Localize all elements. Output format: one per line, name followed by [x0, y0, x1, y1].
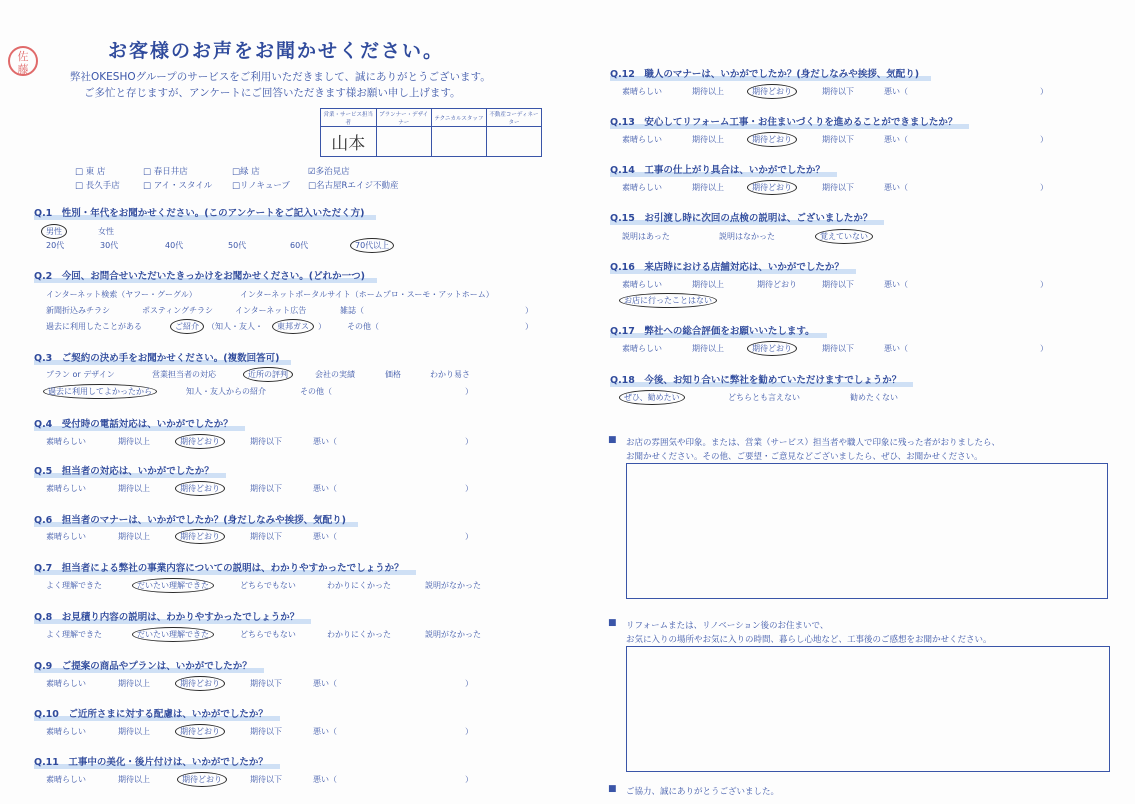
- answer-option[interactable]: 期待どおり: [175, 434, 225, 449]
- answer-option[interactable]: 営業担当者の対応: [152, 370, 216, 379]
- footer-thanks: ご協力、誠にありがとうございました。: [626, 787, 780, 797]
- answer-option[interactable]: どちらでもない: [240, 630, 296, 639]
- answer-option[interactable]: 悪い（: [884, 183, 908, 192]
- staff-cell-realestate[interactable]: [486, 127, 541, 157]
- answer-option[interactable]: 期待どおり: [175, 676, 225, 691]
- answer-option: ）: [465, 484, 473, 493]
- answer-option[interactable]: 悪い（: [884, 87, 908, 96]
- staff-table: [320, 108, 542, 157]
- question-label: Q.10 ご近所さまに対する配慮は、いかがでしたか？: [34, 706, 268, 720]
- answer-option[interactable]: プラン or デザイン: [46, 370, 115, 379]
- question-label: Q.1 性別・年代をお聞かせください。(このアンケートをご記入いただく方): [34, 205, 364, 219]
- answer-option[interactable]: 素晴らしい: [622, 135, 662, 144]
- answer-option[interactable]: 男性: [41, 224, 67, 239]
- answer-option[interactable]: 期待以上: [118, 679, 150, 688]
- answer-option[interactable]: 期待どおり: [747, 180, 797, 195]
- answer-option[interactable]: よく理解できた: [46, 630, 102, 639]
- question-highlight: [610, 220, 884, 225]
- answer-option[interactable]: 説明はなかった: [719, 232, 775, 241]
- comment-prompt-line-2: お聞かせください。その他、ご要望・ご意見などございましたら、ぜひ、お聞かせください。: [626, 452, 983, 462]
- answer-option: ）: [465, 727, 473, 736]
- answer-option[interactable]: 新聞折込みチラシ: [46, 306, 110, 315]
- question-highlight: [34, 426, 245, 431]
- answer-option[interactable]: 過去に利用してよかったから: [43, 384, 157, 399]
- question-label: Q.16 来店時における店舗対応は、いかがでしたか？: [610, 259, 844, 273]
- question-label: Q.5 担当者の対応は、いかがでしたか？: [34, 463, 214, 477]
- comment-prompt-line-2: お気に入りの場所やお気に入りの時間、暮らし心地など、工事後のご感想をお聞かせください。: [626, 635, 992, 645]
- comment-prompt-line-1: お店の雰囲気や印象。または、営業（サービス）担当者や職人で印象に残った者がおりましたら、: [626, 438, 1001, 448]
- answer-option: ）: [465, 387, 473, 396]
- question-label: Q.4 受付時の電話対応は、いかがでしたか？: [34, 416, 233, 430]
- question-highlight: [610, 76, 931, 81]
- answer-option[interactable]: 期待以上: [118, 437, 150, 446]
- question-label: Q.2 今回、お問合せいただいたきっかけをお聞かせください。(どれか一つ): [34, 268, 365, 282]
- intro-line-2: ご多忙と存じますが、アンケートにご回答いただきます様お願い申し上げます。: [84, 87, 461, 99]
- answer-option[interactable]: ポスティングチラシ: [142, 306, 214, 315]
- question-label: Q.9 ご提案の商品やプランは、いかがでしたか？: [34, 658, 252, 672]
- answer-option[interactable]: 期待以下: [822, 183, 854, 192]
- intro-line-1: 弊社OKESHOグループのサービスをご利用いただきまして、誠にありがとうございます。: [70, 71, 491, 83]
- staff-cell-planner[interactable]: [376, 127, 431, 157]
- answer-option[interactable]: 会社の実績: [315, 370, 355, 379]
- answer-option[interactable]: 40代: [165, 241, 184, 250]
- question-label: Q.14 工事の仕上がり具合は、いかがでしたか？: [610, 162, 825, 176]
- question-highlight: [610, 172, 837, 177]
- store-checkbox[interactable]: □リノキューブ: [232, 181, 290, 191]
- answer-option[interactable]: 素晴らしい: [46, 775, 86, 784]
- answer-option[interactable]: 知人・友人からの紹介: [186, 387, 266, 396]
- question-highlight: [34, 215, 376, 220]
- answer-option: ）: [525, 322, 533, 331]
- question-highlight: [610, 124, 969, 129]
- answer-option[interactable]: 期待以上: [118, 532, 150, 541]
- answer-option[interactable]: 雑誌（: [340, 306, 364, 315]
- answer-option: ）: [1040, 135, 1048, 144]
- answer-option[interactable]: 期待以上: [692, 183, 724, 192]
- answer-option[interactable]: 期待以下: [250, 437, 282, 446]
- answer-option[interactable]: 悪い（: [313, 532, 337, 541]
- answer-option: ）: [1040, 183, 1048, 192]
- answer-option[interactable]: 悪い（: [313, 679, 337, 688]
- answer-option: （知人・友人・: [207, 322, 263, 331]
- store-checkbox[interactable]: □ 長久手店: [75, 181, 120, 191]
- answer-option[interactable]: 期待以下: [250, 532, 282, 541]
- answer-option[interactable]: 20代: [46, 241, 65, 250]
- answer-option[interactable]: 期待どおり: [177, 772, 227, 787]
- answer-option[interactable]: 期待どおり: [747, 341, 797, 356]
- answer-option[interactable]: 期待どおり: [175, 529, 225, 544]
- answer-option[interactable]: ぜひ、勧めたい: [619, 390, 685, 405]
- answer-option[interactable]: 女性: [98, 227, 114, 236]
- answer-option[interactable]: 期待以上: [118, 727, 150, 736]
- answer-option: ）: [525, 306, 533, 315]
- staff-cell-technical[interactable]: [431, 127, 486, 157]
- answer-option[interactable]: 期待以下: [822, 280, 854, 289]
- answer-option[interactable]: お店に行ったことはない: [619, 293, 717, 308]
- answer-option[interactable]: 期待以上: [692, 87, 724, 96]
- answer-option[interactable]: どちらとも言えない: [728, 393, 800, 402]
- question-highlight: [34, 278, 377, 283]
- store-checkbox[interactable]: ☑多治見店: [308, 167, 350, 177]
- question-label: Q.18 今後、お知り合いに弊社を勧めていただけますでしょうか？: [610, 372, 901, 386]
- store-checkbox[interactable]: □緑 店: [232, 167, 260, 177]
- answer-option[interactable]: 期待以下: [250, 484, 282, 493]
- answer-option[interactable]: 素晴らしい: [46, 727, 86, 736]
- answer-option[interactable]: インターネット広告: [235, 306, 307, 315]
- answer-option[interactable]: 悪い（: [313, 775, 337, 784]
- question-label: Q.3 ご契約の決め手をお聞かせください。(複数回答可): [34, 350, 279, 364]
- answer-option[interactable]: どちらでもない: [240, 581, 296, 590]
- question-label: Q.7 担当者による弊社の事業内容についての説明は、わかりやすかったでしょうか？: [34, 560, 404, 574]
- answer-option[interactable]: よく理解できた: [46, 581, 102, 590]
- question-highlight: [34, 716, 280, 721]
- answer-option[interactable]: 期待以下: [822, 344, 854, 353]
- answer-option[interactable]: 素晴らしい: [46, 437, 86, 446]
- answer-option[interactable]: わかりにくかった: [327, 630, 391, 639]
- answer-option[interactable]: 悪い（: [884, 135, 908, 144]
- question-highlight: [34, 473, 226, 478]
- answer-option[interactable]: 期待どおり: [175, 724, 225, 739]
- question-label: Q.12 職人のマナーは、いかがでしたか？(身だしなみや挨拶、気配り): [610, 66, 919, 80]
- answer-option[interactable]: その他（: [300, 387, 332, 396]
- answer-option[interactable]: インターネットポータルサイト（ホームプロ・スーモ・アットホーム）: [240, 290, 494, 299]
- question-highlight: [610, 382, 913, 387]
- store-checkbox[interactable]: □ アイ・スタイル: [143, 181, 213, 191]
- answer-option[interactable]: その他（: [347, 322, 379, 331]
- question-label: Q.11 工事中の美化・後片付けは、いかがでしたか？: [34, 754, 268, 768]
- answer-option[interactable]: 期待どおり: [747, 132, 797, 147]
- question-highlight: [34, 522, 358, 527]
- answer-option[interactable]: 説明はあった: [622, 232, 670, 241]
- answer-option[interactable]: 説明がなかった: [425, 630, 481, 639]
- answer-option: ）: [465, 679, 473, 688]
- answer-option[interactable]: 悪い（: [313, 727, 337, 736]
- store-checkbox[interactable]: □ 東 店: [75, 167, 106, 177]
- question-highlight: [34, 570, 416, 575]
- question-label: Q.15 お引渡し時に次回の点検の説明は、ございましたか？: [610, 210, 872, 224]
- answer-option[interactable]: 70代以上: [350, 238, 394, 253]
- answer-option[interactable]: 期待以上: [118, 775, 150, 784]
- answer-option[interactable]: 期待以下: [250, 727, 282, 736]
- square-bullet-icon: ■: [608, 618, 617, 628]
- answer-option[interactable]: わかり易さ: [430, 370, 470, 379]
- staff-header-technical: テクニカルスタッフ: [431, 109, 486, 127]
- answer-option[interactable]: 期待以下: [250, 775, 282, 784]
- question-highlight: [34, 360, 291, 365]
- answer-option: ）: [318, 322, 326, 331]
- answer-option[interactable]: 勧めたくない: [850, 393, 898, 402]
- store-checkbox[interactable]: □名古屋Rエイジ不動産: [308, 181, 399, 191]
- question-label: Q.6 担当者のマナーは、いかがでしたか？(身だしなみや挨拶、気配り): [34, 512, 346, 526]
- answer-option[interactable]: 期待以下: [250, 679, 282, 688]
- staff-header-sales: 営業・サービス担当者: [321, 109, 377, 127]
- answer-option[interactable]: 期待以下: [822, 87, 854, 96]
- answer-option[interactable]: 説明がなかった: [425, 581, 481, 590]
- seal-stamp-text: 佐藤: [17, 50, 29, 76]
- answer-option[interactable]: 東邦ガス: [272, 319, 314, 334]
- answer-option[interactable]: わかりにくかった: [327, 581, 391, 590]
- answer-option[interactable]: 悪い（: [884, 344, 908, 353]
- answer-option[interactable]: 素晴らしい: [46, 532, 86, 541]
- answer-option: ）: [465, 775, 473, 784]
- staff-header-realestate: 不動産コーディネーター: [486, 109, 541, 127]
- answer-option[interactable]: 覚えていない: [815, 229, 873, 244]
- question-highlight: [34, 619, 311, 624]
- page-title: お客様のお声をお聞かせください。: [108, 40, 445, 62]
- answer-option[interactable]: 期待以下: [822, 135, 854, 144]
- answer-option[interactable]: 素晴らしい: [622, 280, 662, 289]
- answer-option[interactable]: ご紹介: [170, 319, 204, 334]
- comment-box-impressions[interactable]: [626, 463, 1108, 599]
- answer-option[interactable]: 素晴らしい: [46, 679, 86, 688]
- answer-option[interactable]: だいたい理解できた: [132, 627, 214, 642]
- question-highlight: [34, 668, 264, 673]
- answer-option[interactable]: 期待以上: [692, 344, 724, 353]
- answer-option[interactable]: 期待以上: [118, 484, 150, 493]
- answer-option[interactable]: だいたい理解できた: [132, 578, 214, 593]
- handwritten-staff-name: 山本: [331, 134, 366, 154]
- answer-option: ）: [1040, 344, 1048, 353]
- answer-option[interactable]: 悪い（: [884, 280, 908, 289]
- answer-option[interactable]: 近所の評判: [243, 367, 293, 382]
- staff-header-planner: プランナー・デザイナー: [376, 109, 431, 127]
- question-label: Q.13 安心してリフォーム工事・お住まいづくりを進めることができましたか？: [610, 114, 957, 128]
- store-checkbox[interactable]: □ 春日井店: [143, 167, 188, 177]
- question-highlight: [34, 764, 280, 769]
- answer-option: ）: [465, 437, 473, 446]
- answer-option[interactable]: 悪い（: [313, 437, 337, 446]
- answer-option[interactable]: 価格: [385, 370, 401, 379]
- answer-option[interactable]: 期待どおり: [757, 280, 797, 289]
- question-highlight: [610, 269, 856, 274]
- comment-prompt-line-1: リフォームまたは、リノベーション後のお住まいで、: [626, 621, 829, 631]
- answer-option[interactable]: 過去に利用したことがある: [46, 322, 142, 331]
- question-label: Q.8 お見積り内容の説明は、わかりやすかったでしょうか？: [34, 609, 299, 623]
- answer-option: ）: [1040, 87, 1048, 96]
- seal-stamp: [8, 46, 38, 76]
- question-highlight: [610, 333, 827, 338]
- answer-option[interactable]: 50代: [228, 241, 247, 250]
- answer-option[interactable]: 素晴らしい: [46, 484, 86, 493]
- answer-option[interactable]: 素晴らしい: [622, 87, 662, 96]
- answer-option[interactable]: 素晴らしい: [622, 183, 662, 192]
- answer-option[interactable]: インターネット検索（ヤフー・グーグル）: [46, 290, 197, 299]
- answer-option[interactable]: 期待以上: [692, 280, 724, 289]
- answer-option[interactable]: 悪い（: [313, 484, 337, 493]
- question-label: Q.17 弊社への総合評価をお願いいたします。: [610, 323, 815, 337]
- answer-option: ）: [1040, 280, 1048, 289]
- answer-option[interactable]: 期待どおり: [175, 481, 225, 496]
- answer-option[interactable]: 60代: [290, 241, 309, 250]
- answer-option[interactable]: 期待以上: [692, 135, 724, 144]
- comment-box-after-construction[interactable]: [626, 646, 1110, 772]
- staff-cell-sales[interactable]: [321, 127, 377, 157]
- answer-option[interactable]: 素晴らしい: [622, 344, 662, 353]
- answer-option[interactable]: 期待どおり: [747, 84, 797, 99]
- square-bullet-icon: ■: [608, 435, 617, 445]
- square-bullet-icon: ■: [608, 784, 617, 794]
- answer-option[interactable]: 30代: [100, 241, 119, 250]
- answer-option: ）: [465, 532, 473, 541]
